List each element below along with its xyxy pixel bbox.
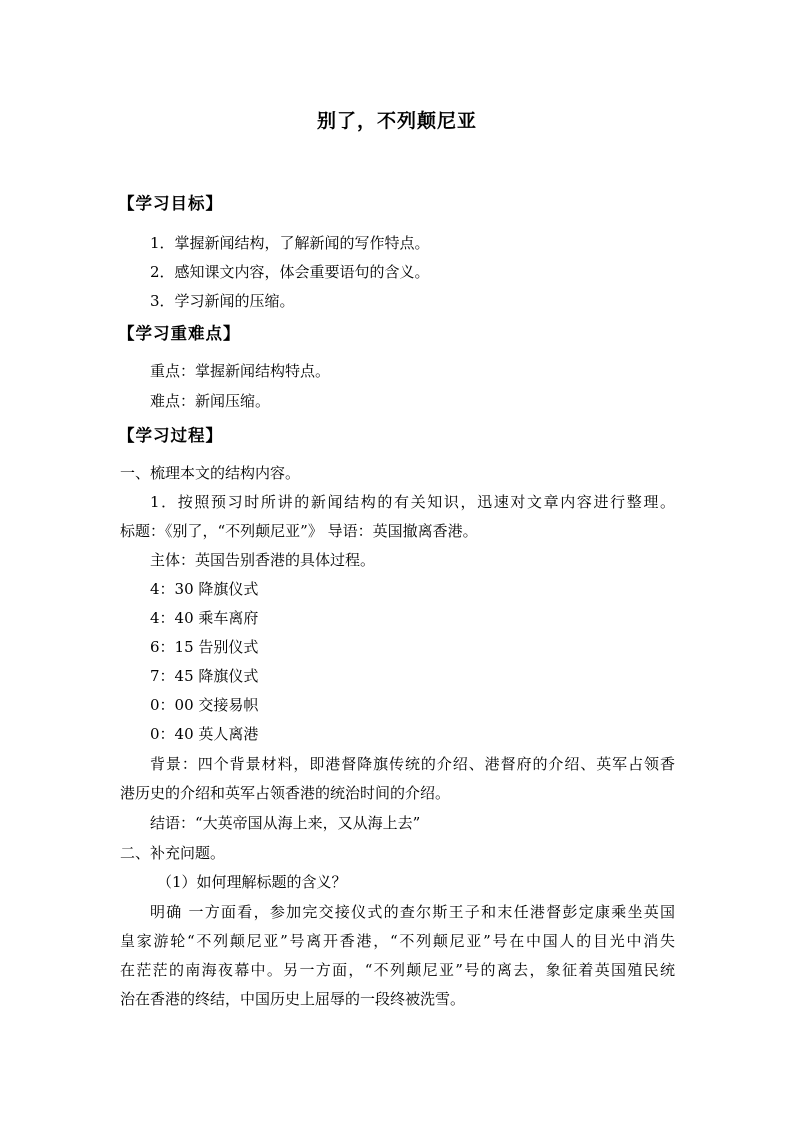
goal-item: 2．感知课文内容，体会重要语句的含义。	[150, 263, 430, 281]
document-title: 别了，不列颠尼亚	[316, 110, 477, 132]
background-text: 背景：四个背景材料，即港督降旗传统的介绍、港督府的介绍、英军占领香	[150, 755, 675, 773]
body-intro: 主体：英国告别香港的具体过程。	[150, 551, 376, 569]
step1-text: 1．按照预习时所讲的新闻结构的有关知识，迅速对文章内容进行整理。	[150, 493, 675, 511]
timeline-item: 4：30 降旗仪式	[150, 580, 259, 598]
timeline-item: 6：15 告别仪式	[150, 638, 259, 656]
background-text: 港历史的介绍和英军占领香港的统治时间的介绍。	[120, 784, 451, 802]
goal-item: 3．学习新闻的压缩。	[150, 292, 295, 310]
answer-text: 在茫茫的南海夜幕中。另一方面，“不列颠尼亚”号的离去，象征着英国殖民统	[120, 961, 675, 979]
timeline-item: 7：45 降旗仪式	[150, 667, 259, 685]
conclusion-text: 结语：“大英帝国从海上来，又从海上去”	[150, 814, 421, 832]
timeline-item: 0：40 英人离港	[150, 725, 259, 743]
goals-heading: 【学习目标】	[118, 194, 223, 213]
process-heading: 【学习过程】	[118, 426, 223, 445]
focus-point: 重点：掌握新闻结构特点。	[150, 362, 331, 380]
part1-title: 一、梳理本文的结构内容。	[120, 464, 301, 482]
difficulty-point: 难点：新闻压缩。	[150, 392, 271, 410]
goal-item: 1．掌握新闻结构，了解新闻的写作特点。	[150, 234, 430, 252]
part2-title: 二、补充问题。	[120, 844, 226, 862]
answer-text: 治在香港的终结，中国历史上屈辱的一段终被洗雪。	[120, 990, 466, 1008]
timeline-item: 4：40 乘车离府	[150, 609, 259, 627]
answer-text: 明确 一方面看，参加完交接仪式的查尔斯王子和末任港督彭定康乘坐英国	[150, 903, 675, 921]
timeline-item: 0：00 交接易帜	[150, 696, 259, 714]
question-text: （1）如何理解标题的含义？	[157, 873, 347, 891]
answer-text: 皇家游轮“不列颠尼亚”号离开香港，“不列颠尼亚”号在中国人的目光中消失	[120, 932, 675, 950]
headline-lead: 标题：《别了，“不列颠尼亚”》 导语：英国撤离香港。	[120, 522, 478, 540]
key-points-heading: 【学习重难点】	[118, 324, 241, 343]
